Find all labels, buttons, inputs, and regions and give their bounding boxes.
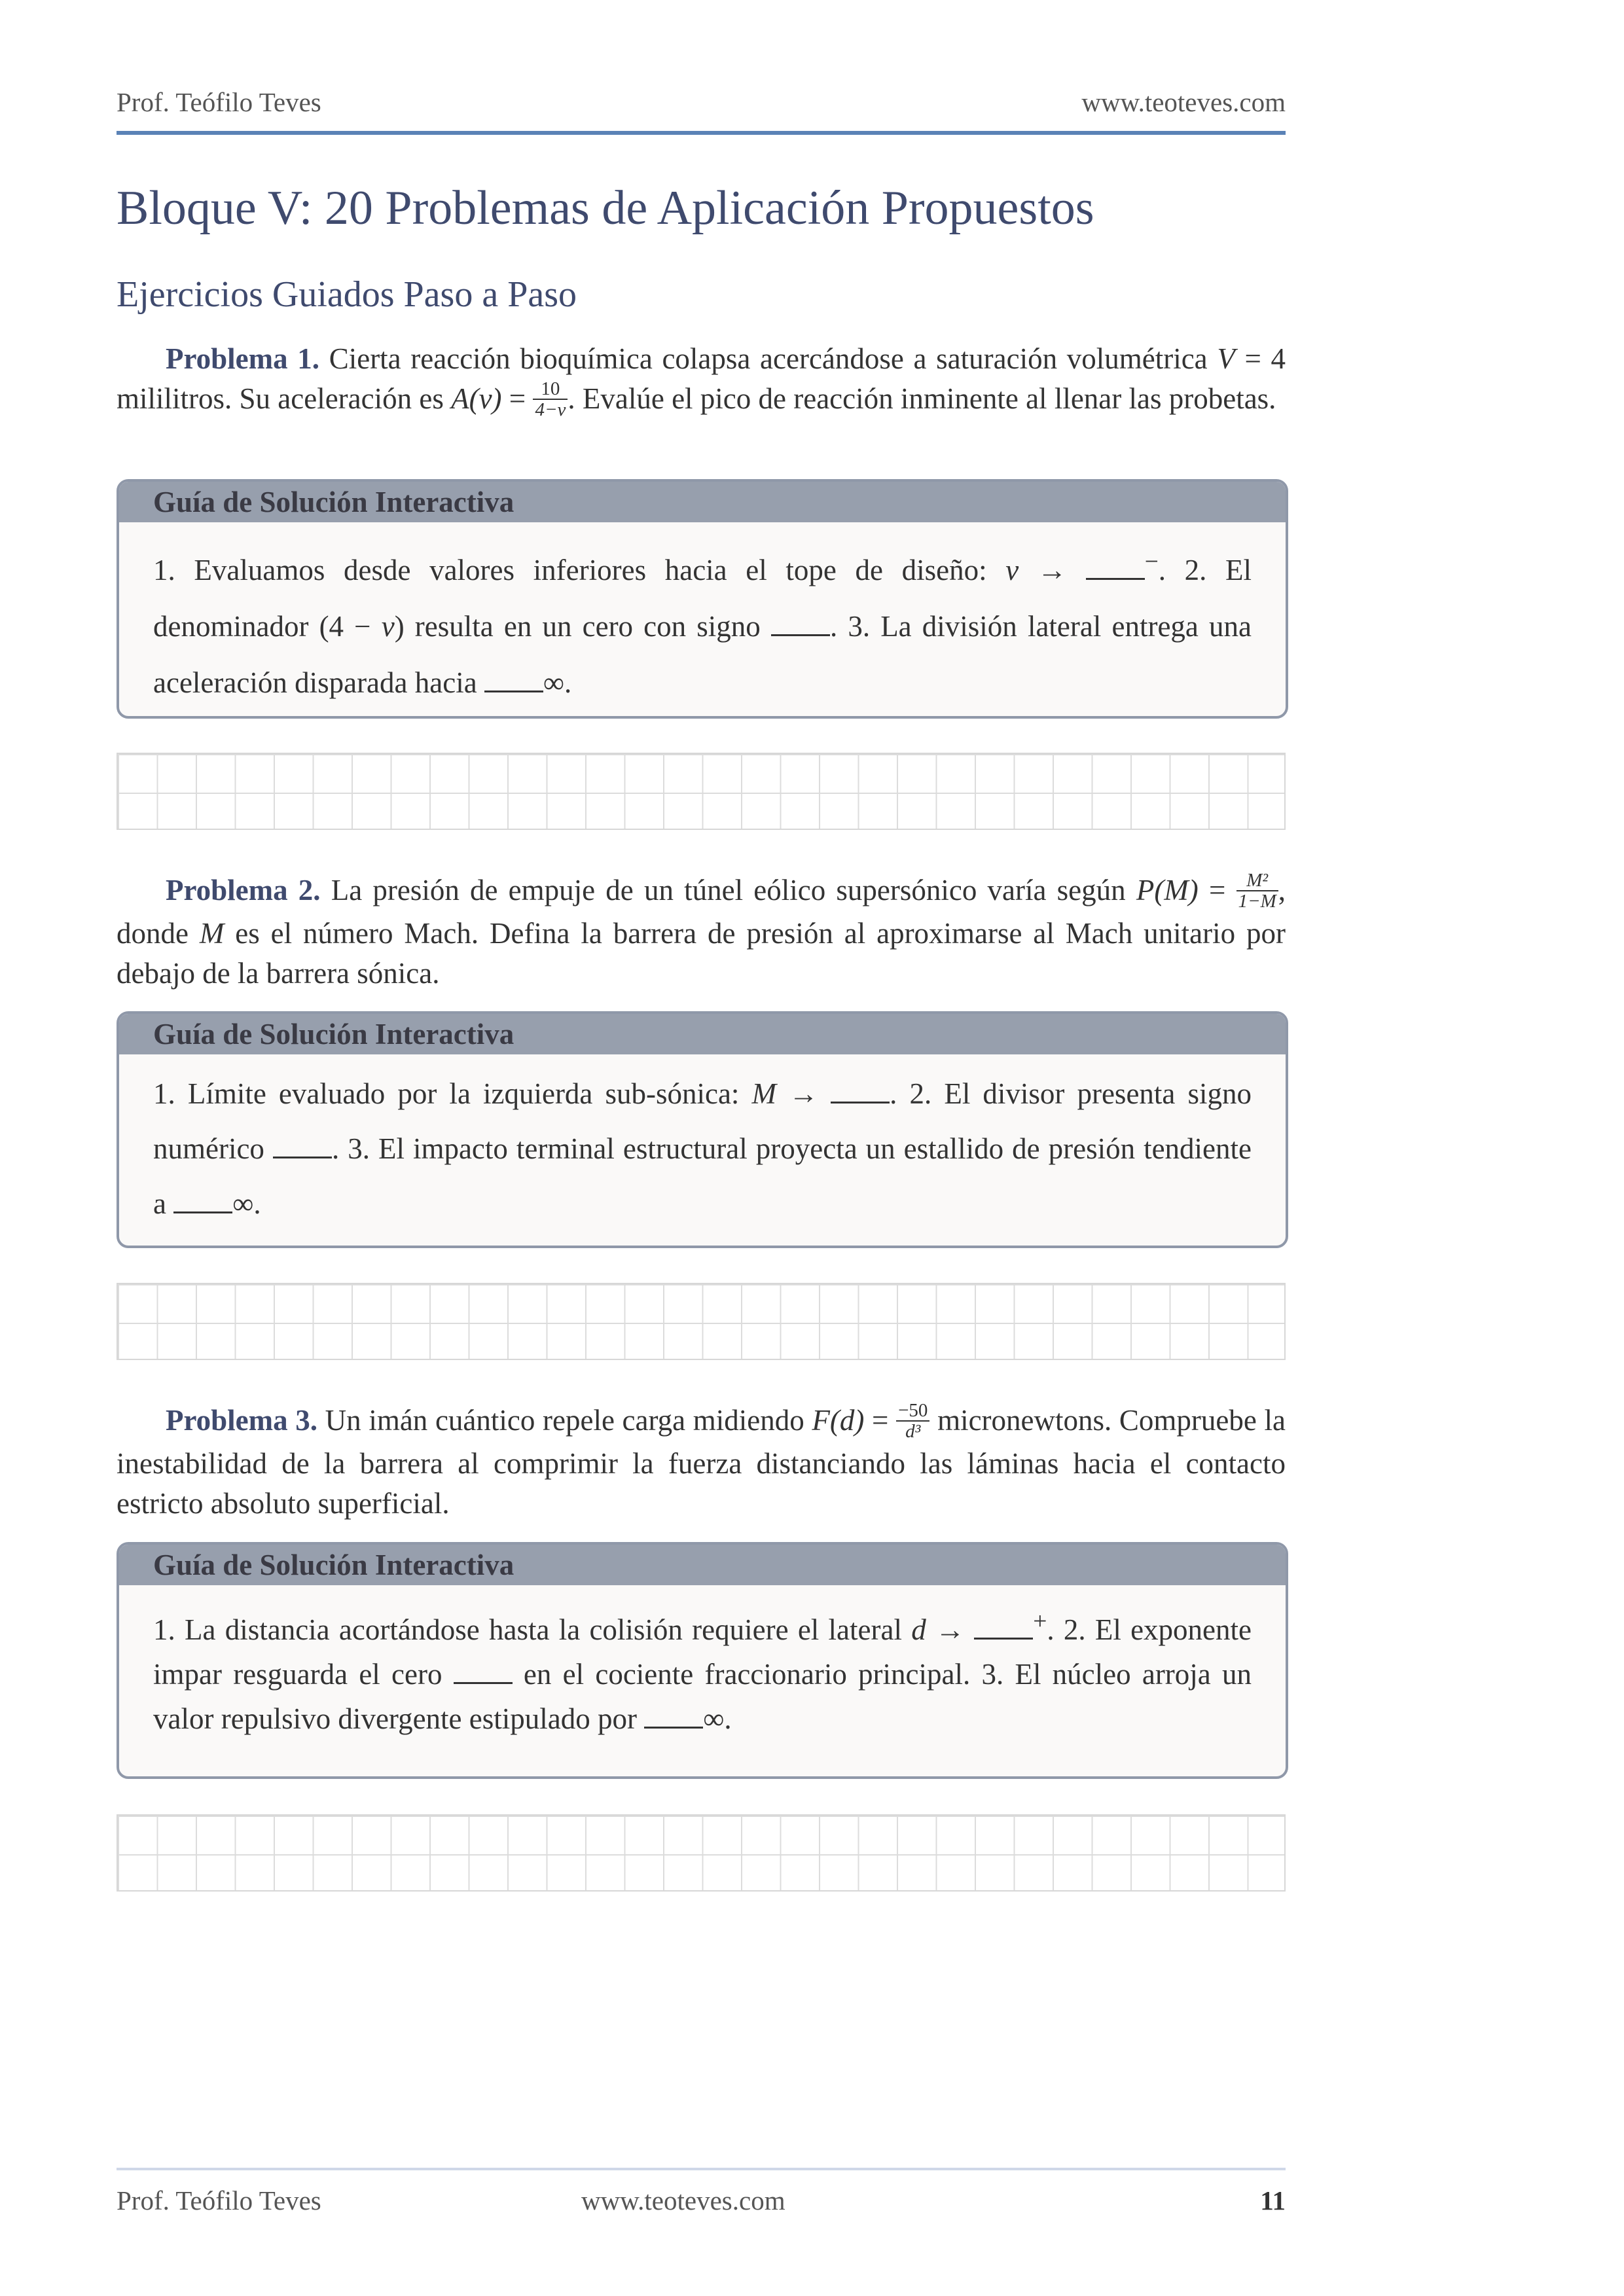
- problem-1-label: Problema 1.: [166, 342, 320, 375]
- problem-1-text: Problema 1. Cierta reacción bioquímica colapsa acercándose a saturación volumétrica V = 4 mililitros. Su aceleración es A(v) = $\frac{10}{4-v}$ . Evalúe el pico de reacción inminente al llenar las probetas.: [117, 342, 1286, 420]
- guide-box-3-body: 1. La distancia acortándose hasta la colisión requiere el lateral d → +. 2. El exponente impar resguarda el cero en el cociente fraccionario principal. 3. El núcleo arroja un valor repulsivo divergente estipulado por ∞.: [153, 1608, 1252, 1735]
- fill-blank[interactable]: [644, 1700, 703, 1729]
- problem-2-text: Problema 2. La presión de empuje de un túnel eólico supersónico varía según P(M) = $\frac{\text{M²}}{1-M}$ , donde M es el número Mach. Defina la barrera de presión al aproximarse al Mach unitario por debajo de la barrera sónica.: [117, 869, 1286, 990]
- problem-2-fraction: $\frac{\text{M²}}{1-M}$: [1236, 870, 1278, 911]
- guide-box-1-body: 1. Evaluamos desde valores inferiores hacia el tope de diseño: v → −. 2. El denominador (4 − v) resulta en un cero con signo . 3. La división lateral entrega una aceleración disparada hacia ∞.: [153, 548, 1252, 699]
- problem-3-fraction: $\frac{-50}{\text{d³}}$: [896, 1401, 929, 1441]
- fill-blank[interactable]: [454, 1656, 513, 1684]
- header-website: www.teoteves.com: [1081, 87, 1286, 117]
- fill-blank[interactable]: [484, 664, 543, 692]
- fill-blank[interactable]: [974, 1611, 1033, 1640]
- footer-website: www.teoteves.com: [581, 2185, 785, 2215]
- guide-box-2-body: 1. Límite evaluado por la izquierda sub-sónica: M → . 2. El divisor presenta signo numérico . 3. El impacto terminal estructural proyecta un estallido de presión tendiente a ∞.: [119, 1054, 1286, 1244]
- page-number: 11: [1260, 2185, 1286, 2215]
- fill-blank[interactable]: [1086, 552, 1145, 580]
- problem-3-text: Problema 3. Un imán cuántico repele carga midiendo F(d) = $\frac{-50}{\text{d³}}$ micronewtons. Compruebe la inestabilidad de la barrera al comprimir la fuerza distanciando las láminas hacia el contacto estricto absoluto superficial.: [117, 1399, 1286, 1520]
- fill-blank[interactable]: [173, 1185, 232, 1213]
- answer-grid-2[interactable]: [117, 1283, 1286, 1360]
- problem-2-label: Problema 2.: [166, 874, 321, 906]
- problem-3-label: Problema 3.: [166, 1404, 318, 1437]
- footer-author: Prof. Teófilo Teves: [117, 2185, 321, 2215]
- page-header: [117, 84, 1286, 135]
- page-title: Bloque V: 20 Problemas de Aplicación Propuestos: [117, 181, 1094, 235]
- guide-box-1-title: Guía de Solución Interactiva: [119, 482, 1286, 522]
- section-subtitle: Ejercicios Guiados Paso a Paso: [117, 274, 577, 315]
- page-footer: [117, 2168, 1286, 2215]
- fill-blank[interactable]: [771, 608, 830, 636]
- guide-box-1: [117, 479, 1288, 719]
- guide-box-3: [117, 1542, 1288, 1779]
- header-author: Prof. Teófilo Teves: [117, 87, 321, 117]
- answer-grid-1[interactable]: [117, 753, 1286, 830]
- fill-blank[interactable]: [273, 1130, 332, 1158]
- guide-box-2-title: Guía de Solución Interactiva: [119, 1014, 1286, 1054]
- answer-grid-3[interactable]: [117, 1814, 1286, 1892]
- guide-box-2: [117, 1011, 1288, 1248]
- fill-blank[interactable]: [831, 1075, 890, 1103]
- guide-box-3-title: Guía de Solución Interactiva: [119, 1545, 1286, 1585]
- problem-1-fraction: $\frac{10}{4-v}$: [533, 379, 568, 420]
